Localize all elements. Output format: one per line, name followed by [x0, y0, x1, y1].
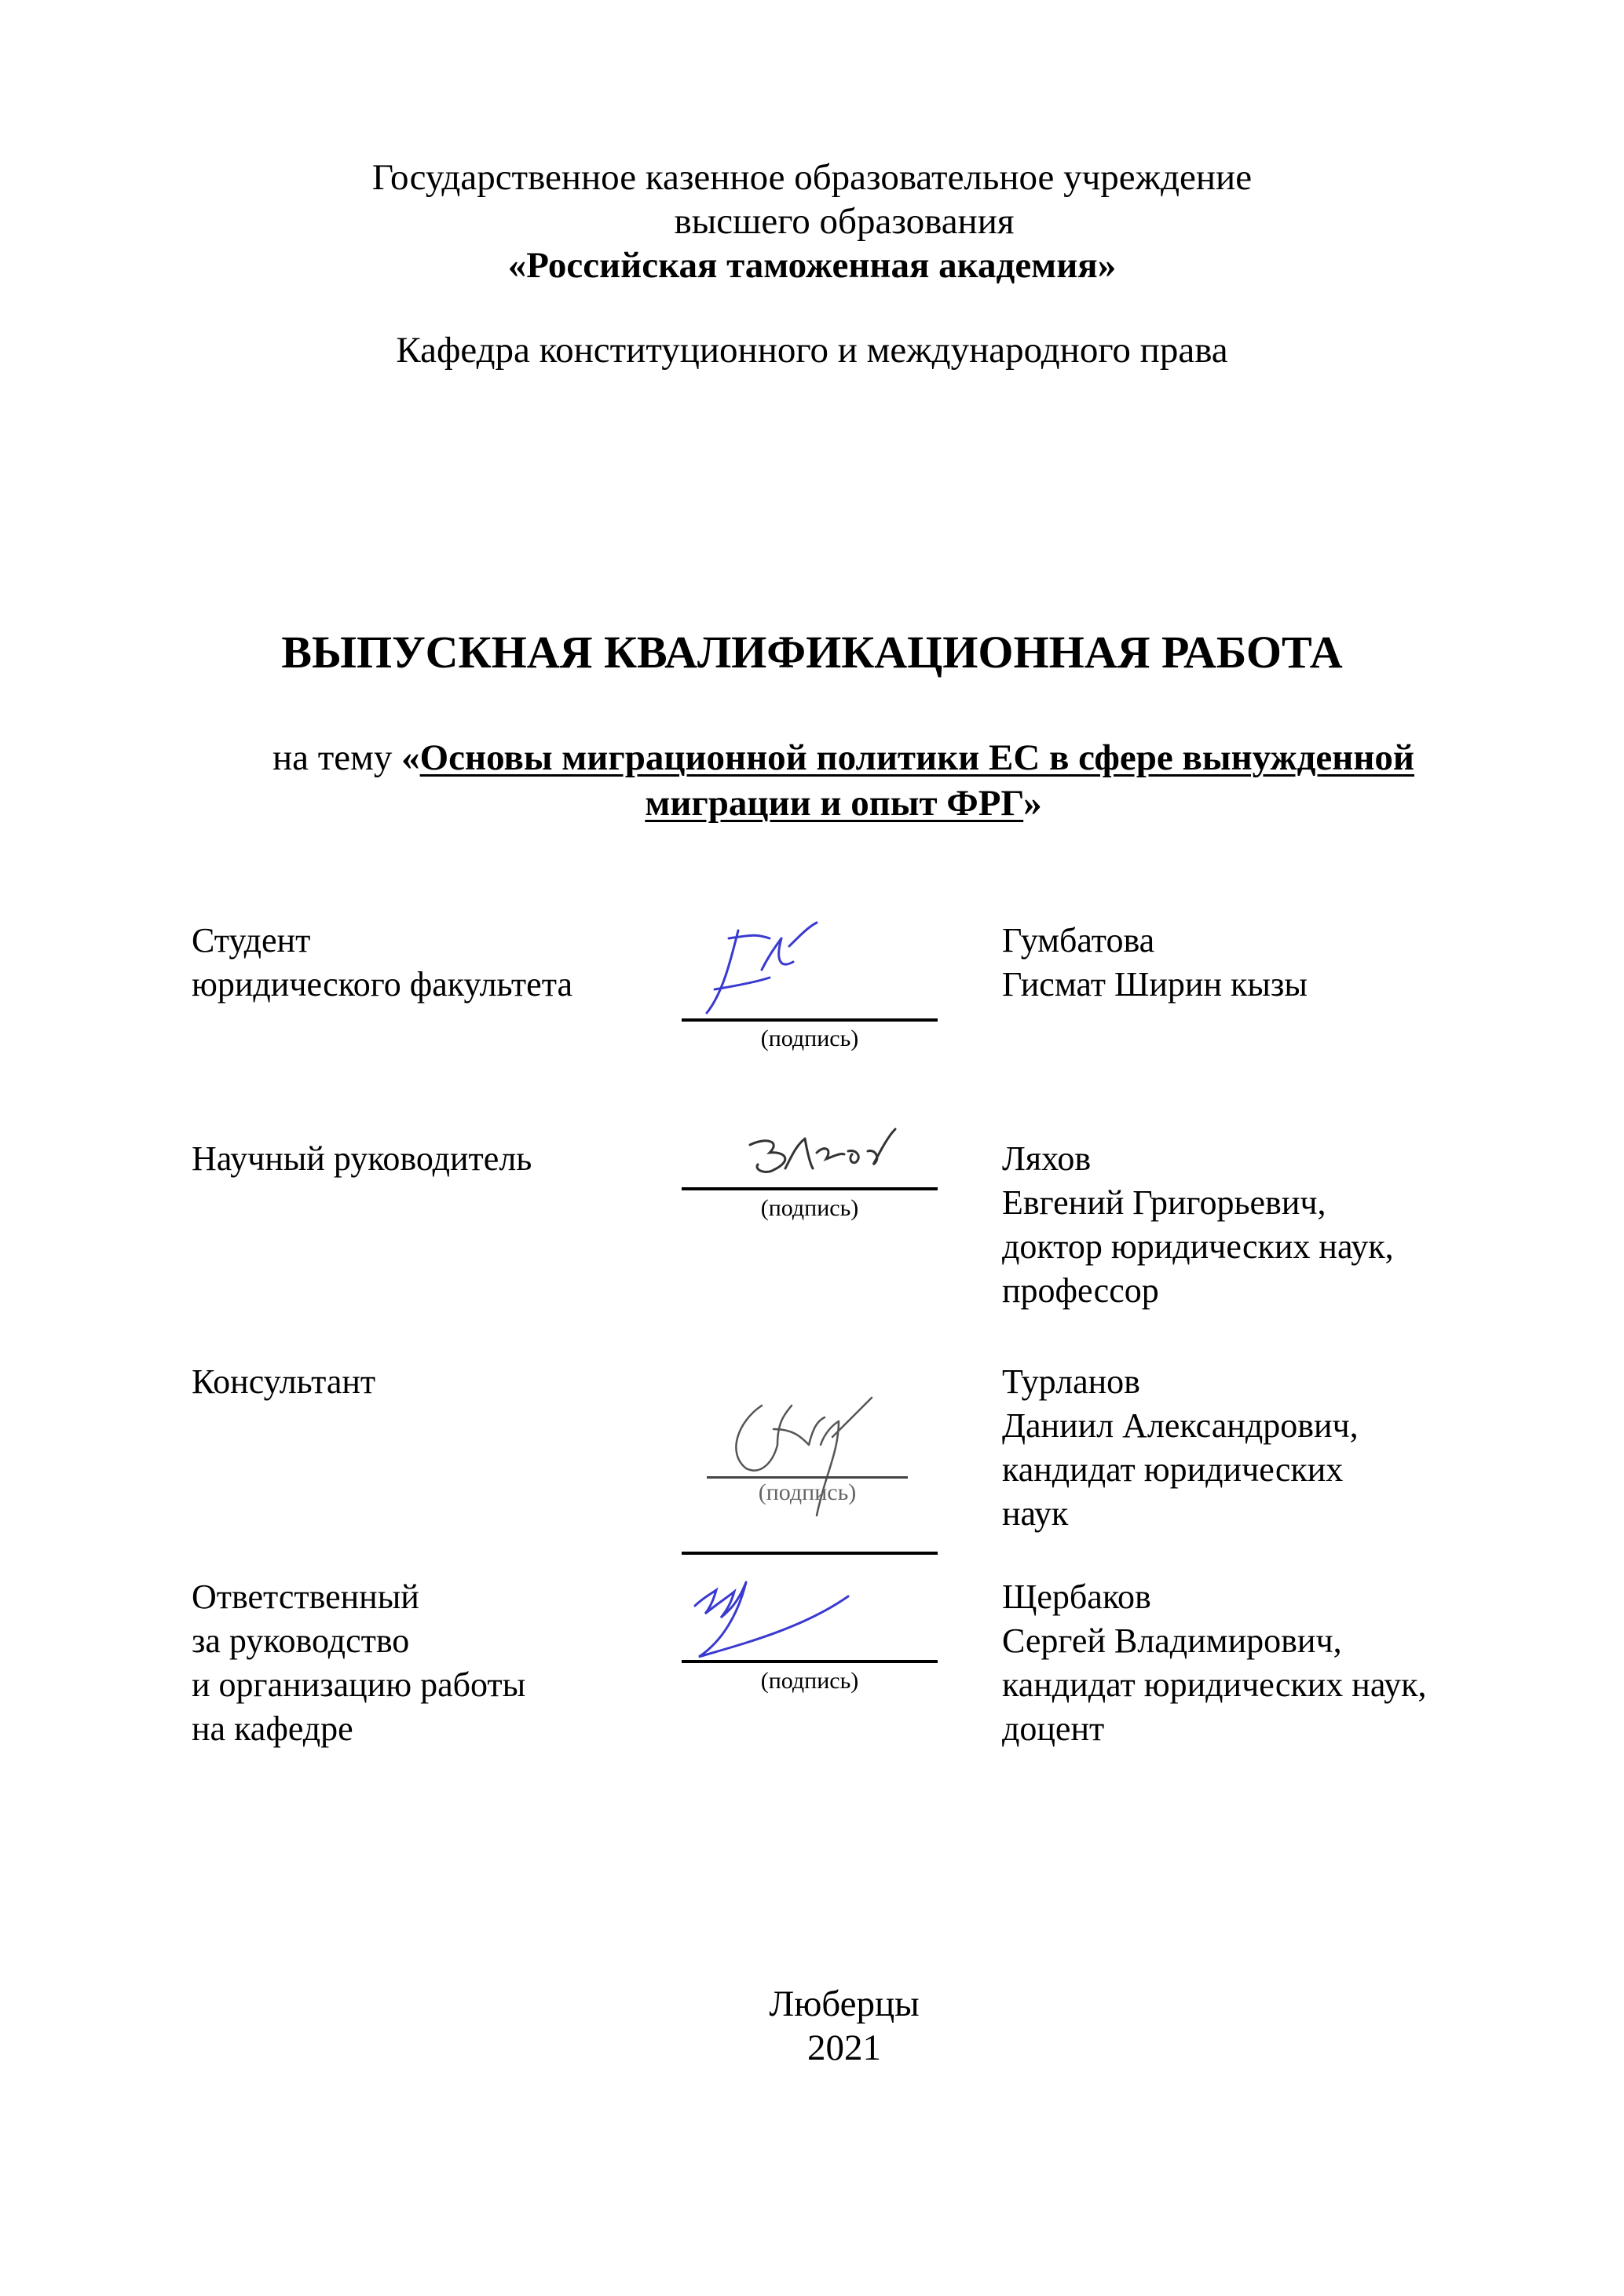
supervisor-signature-line [682, 1187, 938, 1190]
consultant-role-1: Консультант [192, 1362, 376, 1401]
supervisor-name-1: Ляхов [1002, 1139, 1092, 1178]
student-role-1: Студент [192, 921, 311, 960]
consultant-inner-line [707, 1476, 908, 1479]
responsible-name-3: кандидат юридических наук, [1002, 1665, 1427, 1704]
topic-prefix: на тему [272, 737, 393, 778]
topic-line-1 [31, 735, 1624, 781]
supervisor-signature-caption: (подпись) [760, 1195, 859, 1221]
consultant-name-4: наук [1002, 1494, 1069, 1533]
consultant-name-1: Турланов [1002, 1362, 1140, 1401]
student-name-2: Гисмат Ширин кызы [1002, 965, 1308, 1004]
student-signature-caption: (подпись) [760, 1026, 859, 1051]
consultant-signature-line [682, 1552, 938, 1555]
student-signature-line [682, 1018, 938, 1022]
document-title: ВЫПУСКНАЯ КВАЛИФИКАЦИОННАЯ РАБОТА [281, 627, 1343, 678]
supervisor-signature [738, 1121, 927, 1192]
supervisor-name-3: доктор юридических наук, [1002, 1227, 1394, 1266]
responsible-signature-caption: (подпись) [760, 1668, 859, 1694]
student-role-2: юридического факультета [192, 965, 572, 1004]
student-signature [683, 915, 840, 1025]
responsible-role-1: Ответственный [192, 1578, 419, 1616]
responsible-signature-line [682, 1660, 938, 1663]
consultant-signature [699, 1390, 903, 1531]
responsible-name-4: доцент [1002, 1709, 1105, 1748]
supervisor-role-1: Научный руководитель [192, 1139, 532, 1178]
institution-line-1: Государственное казенное образовательное учреждение [371, 157, 1253, 198]
consultant-name-2: Даниил Александрович, [1002, 1406, 1359, 1445]
city: Люберцы [769, 1983, 920, 2024]
institution-name: «Российская таможенная академия» [507, 245, 1117, 286]
topic-close-quote: » [1023, 783, 1042, 824]
responsible-name-1: Щербаков [1002, 1578, 1151, 1616]
consultant-name-3: кандидат юридических [1002, 1450, 1344, 1489]
responsible-role-4: на кафедре [192, 1709, 353, 1748]
year: 2021 [807, 2027, 881, 2068]
topic-open-quote: « [401, 737, 420, 778]
topic-text-1: Основы миграционной политики ЕС в сфере вынужденной [419, 737, 1415, 778]
supervisor-name-4: профессор [1002, 1271, 1159, 1310]
topic-text-2: миграции и опыт ФРГ [645, 783, 1024, 824]
institution-line-2: высшего образования [674, 201, 1015, 242]
supervisor-name-2: Евгений Григорьевич, [1002, 1183, 1326, 1222]
responsible-signature [683, 1567, 872, 1665]
responsible-role-2: за руководство [192, 1621, 410, 1660]
responsible-role-3: и организацию работы [192, 1665, 526, 1704]
responsible-name-2: Сергей Владимирович, [1002, 1621, 1342, 1660]
student-name-1: Гумбатова [1002, 921, 1155, 960]
topic-line-2 [31, 781, 1624, 826]
consultant-signature-caption: (подпись) [758, 1479, 857, 1505]
department-name: Кафедра конституционного и международного права [396, 330, 1228, 371]
